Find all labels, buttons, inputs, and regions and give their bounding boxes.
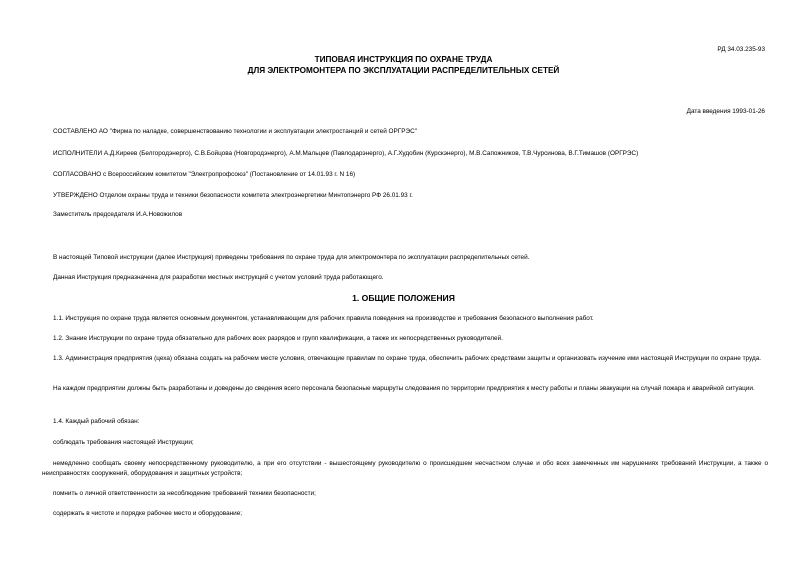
clause-1-2: 1.2. Знание Инструкции по охране труда обязательно для рабочих всех разрядов и групп квалификации, а также их непосредственных руководителей.	[53, 335, 503, 342]
agreed-with: СОГЛАСОВАНО с Всероссийским комитетом "Электропрофсоюз" (Постановление от 14.01.93 г. N 16)	[53, 171, 356, 178]
duty-item: помнить о личной ответственности за несоблюдение требований техники безопасности;	[53, 490, 316, 497]
intro-paragraph-2: Данная Инструкция предназначена для разработки местных инструкций с учетом условий труда работающего.	[53, 274, 384, 281]
clause-1-4: 1.4. Каждый рабочий обязан:	[53, 418, 140, 425]
duty-item: соблюдать требования настоящей Инструкции;	[53, 439, 194, 446]
clause-1-3: 1.3. Администрация предприятия (цеха) обязана создать на рабочем месте условия, отвечающие правилам по охране труда, обеспечить рабочих средствами защиты и организовать изучение ими настоящей Инструкции по охране труда.	[53, 355, 762, 362]
clause-1-3-routes: На каждом предприятии должны быть разработаны и доведены до сведения всего персонала безопасные маршруты следования по территории предприятия к месту работы и планы эвакуации на случай пожара и аварийной ситуации.	[53, 385, 755, 392]
document-number: РД 34.03.235-93	[717, 46, 765, 53]
duty-item: содержать в чистоте и порядке рабочее место и оборудование;	[53, 510, 243, 517]
performers: ИСПОЛНИТЕЛИ А.Д.Киреев (Белгородэнерго), С.В.Бойцова (Новгородэнерго), А.М.Мальцев (Павлодарэнерго), А.Г.Худобин (Курскэнерго), М.В.Сапожников, Т.В.Чурсинова, В.Г.Тимашов (ОРГРЭС)	[53, 150, 639, 157]
deputy-chairman: Заместитель председателя И.А.Новожилов	[53, 211, 183, 218]
approved-by: УТВЕРЖДЕНО Отделом охраны труда и техники безопасности комитета электроэнергетики Минтопэнерго РФ 26.01.93 г.	[53, 192, 413, 199]
clause-1-1: 1.1. Инструкция по охране труда является основным документом, устанавливающим для рабочих правила поведения на производстве и требования безопасного выполнения работ.	[53, 315, 594, 322]
document-title-line-1: ТИПОВАЯ ИНСТРУКЦИЯ ПО ОХРАНЕ ТРУДА	[314, 55, 493, 64]
document-title-line-2: ДЛЯ ЭЛЕКТРОМОНТЕРА ПО ЭКСПЛУАТАЦИИ РАСПРЕДЕЛИТЕЛЬНЫХ СЕТЕЙ	[247, 66, 560, 75]
intro-paragraph-1: В настоящей Типовой инструкции (далее Инструкция) приведены требования по охране труда для электромонтера по эксплуатации распределительных сетей.	[53, 254, 530, 261]
section-heading: 1. ОБЩИЕ ПОЛОЖЕНИЯ	[352, 293, 455, 303]
compiled-by: СОСТАВЛЕНО АО "Фирма по наладке, совершенствованию технологии и эксплуатации электростанций и сетей ОРГРЭС"	[53, 128, 417, 135]
duty-item: немедленно сообщать своему непосредственному руководителю, а при его отсутствии - вышестоящему руководителю о происшедшем несчастном случае и обо всех замеченных им нарушениях требований Инструкции, а также о неисправностях сооружений, оборудования и защитных устройств;	[42, 460, 768, 477]
introduction-date: Дата введения 1993-01-26	[686, 108, 765, 115]
